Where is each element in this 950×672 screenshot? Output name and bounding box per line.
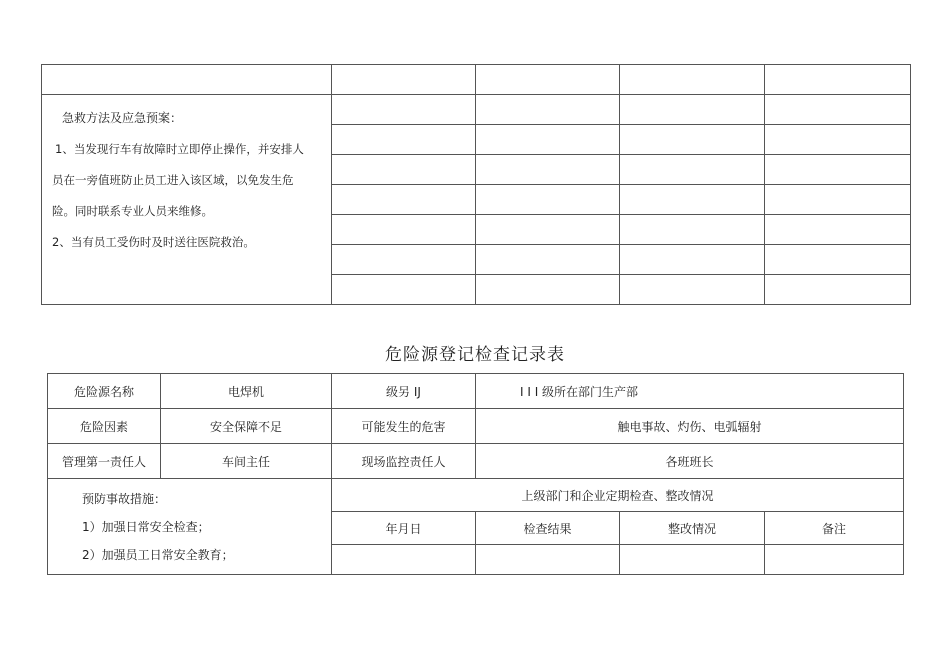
- table-cell: [765, 155, 911, 185]
- table-cell: [332, 65, 476, 95]
- hazard-level-label: 级另 IJ: [332, 374, 476, 409]
- hazard-factor-label: 危险因素: [48, 409, 161, 444]
- table-cell: [620, 215, 765, 245]
- possible-harm-label: 可能发生的危害: [332, 409, 476, 444]
- inspection-heading: 上级部门和企业定期检查、整改情况: [332, 479, 904, 512]
- table-cell: [476, 215, 620, 245]
- prevention-heading: 预防事故措施：: [82, 492, 167, 506]
- table-cell: [765, 215, 911, 245]
- top-blank-cell: [42, 65, 332, 95]
- monitor-value: 各班班长: [476, 444, 904, 479]
- manager-value: 车间主任: [161, 444, 332, 479]
- table-cell: [620, 275, 765, 305]
- table-cell: [332, 95, 476, 125]
- column-header-rectification: 整改情况: [620, 512, 765, 545]
- emergency-line: 险。同时联系专业人员来维修。: [52, 204, 213, 218]
- table-cell: [476, 125, 620, 155]
- table-cell: [476, 245, 620, 275]
- table-cell: [765, 245, 911, 275]
- table-cell: [620, 155, 765, 185]
- emergency-line: 1、当发现行车有故障时立即停止操作，并安排人: [55, 142, 304, 156]
- hazard-factor-value: 安全保障不足: [161, 409, 332, 444]
- table-cell: [476, 65, 620, 95]
- hazard-name-label: 危险源名称: [48, 374, 161, 409]
- table-cell: [476, 185, 620, 215]
- table-cell: [332, 185, 476, 215]
- table-cell: [620, 185, 765, 215]
- table-cell: [476, 155, 620, 185]
- emergency-line: 2、当有员工受伤时及时送往医院救治。: [52, 235, 255, 249]
- monitor-label: 现场监控责任人: [332, 444, 476, 479]
- emergency-heading: 急救方法及应急预案：: [62, 111, 183, 125]
- prevention-item: 1）加强日常安全检查；: [82, 520, 210, 534]
- table-cell: [332, 275, 476, 305]
- column-header-remarks: 备注: [765, 512, 904, 545]
- hazard-name-value: 电焊机: [161, 374, 332, 409]
- table-cell: [332, 215, 476, 245]
- column-header-date: 年月日: [332, 512, 476, 545]
- possible-harm-value: 触电事故、灼伤、电弧辐射: [476, 409, 904, 444]
- table-cell: [620, 545, 765, 575]
- table-cell: [765, 65, 911, 95]
- table-cell: [620, 125, 765, 155]
- table-cell: [332, 125, 476, 155]
- table-cell: [765, 185, 911, 215]
- table-cell: [332, 155, 476, 185]
- emergency-plan-cell: [42, 95, 332, 305]
- table-cell: [765, 125, 911, 155]
- page-title: 危险源登记检查记录表: [385, 345, 565, 365]
- hazard-register-table: [47, 373, 904, 575]
- prevention-item: 2）加强员工日常安全教育；: [82, 548, 234, 562]
- hazard-level-value: I I I 级所在部门生产部: [476, 374, 904, 409]
- table-cell: [620, 245, 765, 275]
- table-cell: [476, 275, 620, 305]
- table-cell: [620, 95, 765, 125]
- column-header-result: 检查结果: [476, 512, 620, 545]
- prevention-measures-cell: [48, 479, 332, 575]
- manager-label: 管理第一责任人: [48, 444, 161, 479]
- table-cell: [765, 95, 911, 125]
- table-cell: [620, 65, 765, 95]
- table-cell: [332, 245, 476, 275]
- table-cell: [765, 275, 911, 305]
- table-cell: [476, 95, 620, 125]
- table-cell: [476, 545, 620, 575]
- emergency-record-table: [41, 64, 911, 305]
- emergency-line: 员在一旁值班防止员工进入该区域，以免发生危: [52, 173, 294, 187]
- table-cell: [765, 545, 904, 575]
- table-cell: [332, 545, 476, 575]
